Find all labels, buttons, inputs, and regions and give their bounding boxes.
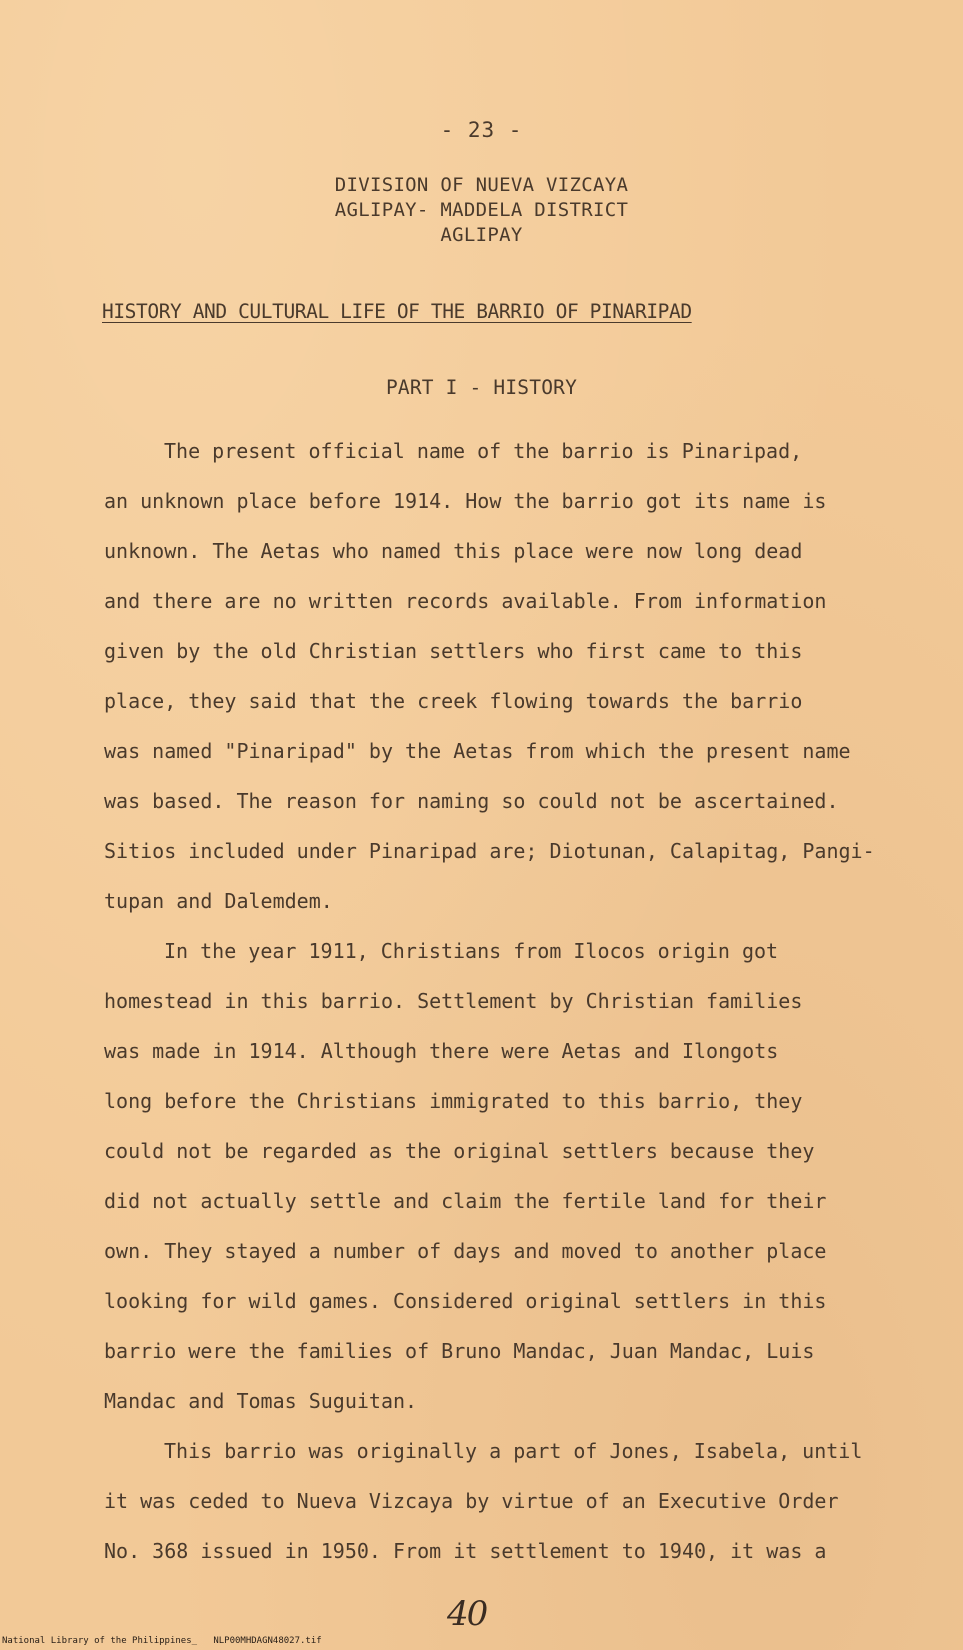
document-title: HISTORY AND CULTURAL LIFE OF THE BARRIO OF PINARIPAD [102, 300, 692, 323]
paragraph [104, 426, 904, 926]
text-line: unknown. The Aetas who named this place were now long dead [104, 539, 803, 563]
paragraph [104, 1426, 904, 1576]
text-line: long before the Christians immigrated to this barrio, they [104, 1089, 803, 1113]
header-district: AGLIPAY- MADDELA DISTRICT [334, 199, 629, 221]
text-line: was made in 1914. Although there were Aetas and Ilongots [104, 1039, 779, 1063]
text-line: The present official name of the barrio is Pinaripad, [164, 439, 803, 463]
text-line: was named "Pinaripad" by the Aetas from which the present name [104, 739, 851, 763]
text-line: could not be regarded as the original settlers because they [104, 1139, 815, 1163]
text-line: homestead in this barrio. Settlement by Christian families [104, 989, 803, 1013]
text-line: did not actually settle and claim the fertile land for their [104, 1189, 827, 1213]
text-line: and there are no written records available. From information [104, 589, 827, 613]
text-line: tupan and Dalemdem. [104, 889, 333, 913]
scan-footer: National Library of the Philippines_ NLP00MHDAGN48027.tif [2, 1636, 322, 1646]
header-municipality: AGLIPAY [440, 224, 523, 246]
page-number: - 23 - [440, 118, 523, 142]
part-heading: PART I - HISTORY [385, 376, 578, 399]
paragraph [104, 926, 904, 1426]
text-line: In the year 1911, Christians from Ilocos origin got [164, 939, 779, 963]
text-line: looking for wild games. Considered original settlers in this [104, 1289, 827, 1313]
text-line: This barrio was originally a part of Jones, Isabela, until [164, 1439, 863, 1463]
header-division: DIVISION OF NUEVA VIZCAYA [334, 174, 629, 196]
text-line: it was ceded to Nueva Vizcaya by virtue of an Executive Order [104, 1489, 839, 1513]
text-line: was based. The reason for naming so could not be ascertained. [104, 789, 839, 813]
text-line: Sitios included under Pinaripad are; Diotunan, Calapitag, Pangi- [104, 839, 875, 863]
handwritten-page-mark: 40 [447, 1594, 487, 1634]
text-line: place, they said that the creek flowing towards the barrio [104, 689, 803, 713]
text-line: an unknown place before 1914. How the barrio got its name is [104, 489, 827, 513]
text-line: own. They stayed a number of days and moved to another place [104, 1239, 827, 1263]
body-text [104, 426, 904, 1576]
text-line: No. 368 issued in 1950. From it settlement to 1940, it was a [104, 1539, 827, 1563]
document-header [0, 173, 963, 248]
text-line: given by the old Christian settlers who first came to this [104, 639, 803, 663]
text-line: barrio were the families of Bruno Mandac, Juan Mandac, Luis [104, 1339, 815, 1363]
text-line: Mandac and Tomas Suguitan. [104, 1389, 418, 1413]
